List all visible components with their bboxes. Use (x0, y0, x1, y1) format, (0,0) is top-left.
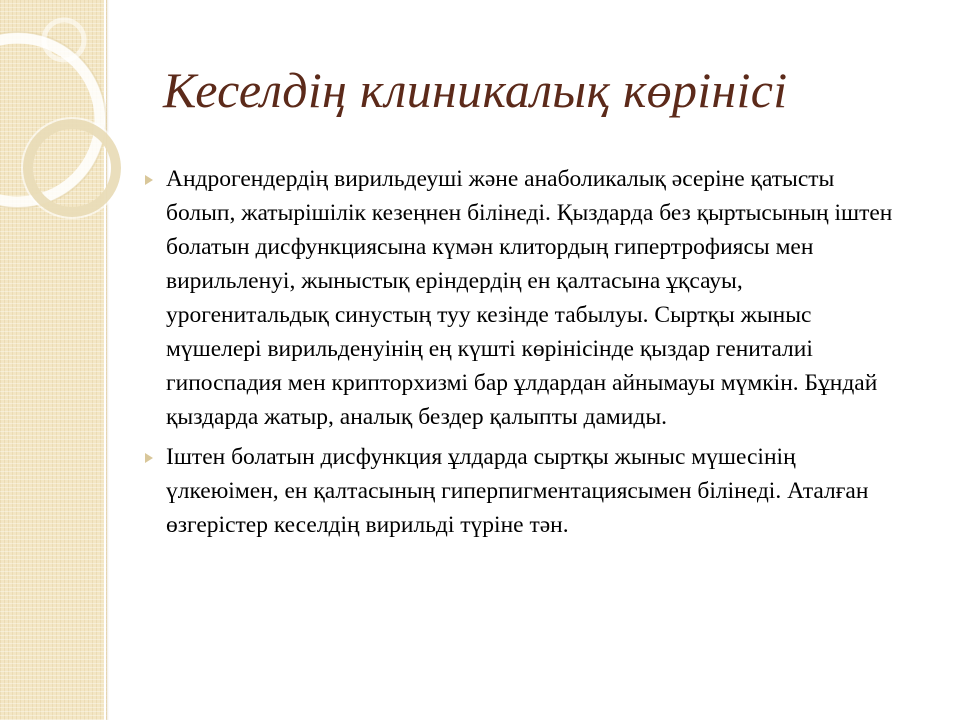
bullet-diamond-icon (145, 453, 153, 463)
body-paragraph-1-text: Андрогендердің вирильдеуші және анаболикалық әсеріне қатысты болып, жатырішілік кезеңнен білінеді. Қыздарда без қыртысының іштен болатын дисфункциясына күмән клитордың гипертрофиясы мен вирильленуі, жыныстық еріндердің ен қалтасына ұқсауы, урогенитальдық синустың туу кезінде табылуы. Сыртқы жыныс мүшелері вирильденуінің ең күшті көрінісінде қыздар гениталиі гипоспадия мен крипторхизмі бар ұлдардан айнымауы мүмкін. Бұндай қыздарда жатыр, аналық бездер қалыпты дамиды. (166, 166, 893, 430)
body-paragraph-2 (166, 440, 906, 542)
left-decorative-band (0, 0, 107, 720)
body-paragraph-2-text: Іштен болатын дисфункция ұлдарда сыртқы жыныс мүшесінің үлкеюімен, ен қалтасының гиперпигментациясымен білінеді. Аталған өзгерістер кеселдің вирильді түріне тән. (166, 444, 869, 538)
slide-title: Кеселдің клиникалық көрінісі (163, 62, 788, 118)
bullet-diamond-icon (145, 175, 153, 185)
body-paragraph-1 (166, 162, 906, 434)
band-edge-shadow (106, 0, 109, 720)
slide-body (166, 162, 906, 548)
